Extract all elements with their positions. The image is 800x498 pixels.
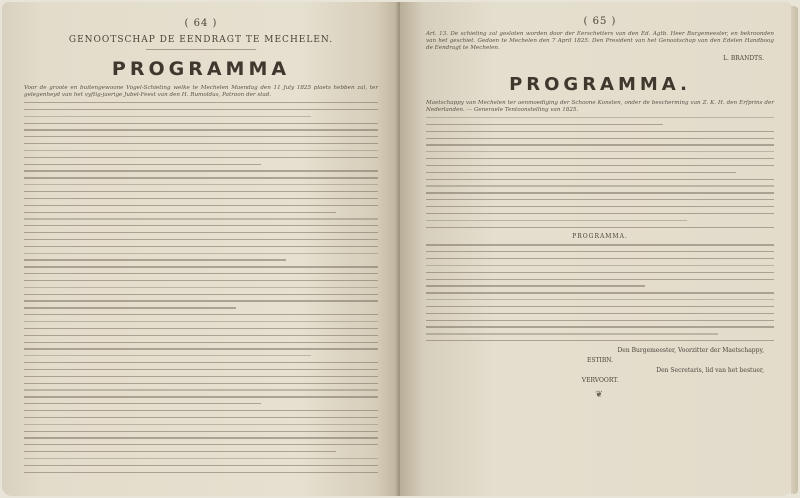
closing-name: ESTIBN. — [586, 357, 614, 364]
text-line — [24, 348, 378, 349]
text-line — [24, 232, 378, 233]
text-line — [24, 177, 378, 178]
page-number: ( 64 ) — [184, 18, 218, 29]
text-line — [24, 287, 378, 288]
text-line — [24, 417, 378, 418]
text-line — [426, 124, 663, 125]
body-text-block — [24, 102, 378, 473]
text-line — [24, 355, 311, 356]
text-line — [24, 389, 378, 390]
text-line — [24, 259, 286, 260]
text-line — [426, 313, 774, 314]
text-line — [426, 306, 774, 307]
text-line — [24, 205, 378, 206]
text-line — [24, 143, 378, 144]
text-line — [24, 444, 378, 445]
text-line — [426, 199, 774, 200]
intro-text: Voor de groote en buitengewoone Vogel-Schieting welke te Mechelen Maendag den 11 July 1825 plaets hebben zal, ter gelegenheyd van het vyftig-jaerige Jubel-Feest van den H. Rumoldus, Patroon der stad. — [24, 85, 378, 98]
text-line — [426, 272, 774, 273]
text-line — [426, 165, 774, 166]
page-edges — [791, 6, 798, 494]
text-line — [426, 292, 774, 293]
text-line — [24, 410, 378, 411]
text-line — [24, 184, 378, 185]
section-heading: PROGRAMMA. — [572, 233, 628, 241]
text-line — [426, 279, 774, 280]
text-line — [24, 102, 378, 103]
closing-line: Den Secretaris, lid van het bestuer, — [656, 367, 764, 374]
text-line — [426, 213, 774, 214]
text-line — [24, 191, 378, 192]
text-line — [24, 129, 378, 130]
text-line — [426, 244, 774, 245]
text-line — [426, 206, 774, 207]
text-line — [426, 185, 774, 186]
text-line — [426, 258, 774, 259]
text-line — [24, 424, 378, 425]
text-line — [24, 307, 236, 308]
text-line — [24, 300, 378, 301]
divider — [146, 49, 256, 50]
text-line — [426, 179, 774, 180]
signature: L. BRANDTS. — [723, 55, 764, 62]
text-line — [426, 131, 774, 132]
text-line — [24, 314, 378, 315]
text-line — [24, 342, 378, 343]
closing-name: VERVOORT. — [581, 377, 619, 384]
body-text-block — [426, 244, 774, 341]
text-line — [24, 136, 378, 137]
text-line — [426, 340, 774, 341]
text-line — [24, 383, 378, 384]
text-line — [24, 328, 378, 329]
text-line — [24, 150, 378, 151]
page-number: ( 65 ) — [583, 16, 617, 27]
text-line — [426, 117, 774, 118]
text-line — [426, 172, 736, 173]
page-title: PROGRAMMA — [111, 58, 291, 80]
text-line — [24, 335, 378, 336]
text-line — [24, 157, 378, 158]
text-line — [426, 158, 774, 159]
text-line — [24, 109, 378, 110]
text-line — [426, 299, 774, 300]
society-heading: GENOOTSCHAP DE EENDRAGT TE MECHELEN. — [68, 35, 334, 45]
text-line — [24, 403, 261, 404]
text-line — [426, 192, 774, 193]
text-line — [24, 321, 378, 322]
text-line — [426, 285, 645, 286]
closing-line: Den Burgemeester, Voorzitter der Maetschappy, — [617, 347, 764, 354]
text-line — [24, 170, 378, 171]
ornament-icon: ❦ — [595, 390, 605, 400]
text-line — [24, 198, 378, 199]
text-line — [24, 294, 378, 295]
intro-text: Art. 13. De schieting zal gesloten worden door der Eerschetters van den Ed. Agtb. Heer Burgemeester, en bekroonden van het geschiet. Gedaen te Mechelen den 7 April 1825. Den President van het Genootschap van den Edelen Handboog de Eendragt te Mechelen. — [426, 31, 774, 51]
text-line — [24, 212, 336, 213]
right-page — [400, 2, 792, 496]
text-line — [426, 220, 687, 221]
text-line — [24, 253, 378, 254]
text-line — [426, 151, 774, 152]
text-line — [24, 451, 336, 452]
text-line — [24, 280, 378, 281]
left-page — [2, 2, 400, 496]
text-line — [426, 144, 774, 145]
page-title: PROGRAMMA. — [509, 74, 691, 95]
text-line — [24, 437, 378, 438]
text-line — [24, 116, 311, 117]
text-line — [24, 266, 378, 267]
text-line — [426, 227, 774, 228]
text-line — [24, 465, 378, 466]
text-line — [24, 396, 378, 397]
body-text-block — [426, 117, 774, 228]
text-line — [24, 369, 378, 370]
text-line — [24, 362, 378, 363]
text-line — [24, 164, 261, 165]
text-line — [24, 431, 378, 432]
text-line — [426, 320, 774, 321]
open-book — [2, 2, 798, 496]
text-line — [24, 376, 378, 377]
text-line — [24, 123, 378, 124]
text-line — [426, 265, 774, 266]
text-line — [426, 138, 774, 139]
text-line — [426, 333, 718, 334]
text-line — [24, 472, 378, 473]
text-line — [426, 251, 774, 252]
text-line — [24, 225, 378, 226]
text-line — [24, 239, 378, 240]
text-line — [24, 246, 378, 247]
text-line — [24, 458, 378, 459]
text-line — [24, 273, 378, 274]
text-line — [426, 326, 774, 327]
intro-text: Maetschappy van Mechelen ter aenmoediging der Schoone Konsten, onder de bescherming van Z. K. H. den Erfprins der Nederlanden. — Generaele Tentoonstelling van 1825. — [426, 100, 774, 113]
text-line — [24, 218, 378, 219]
